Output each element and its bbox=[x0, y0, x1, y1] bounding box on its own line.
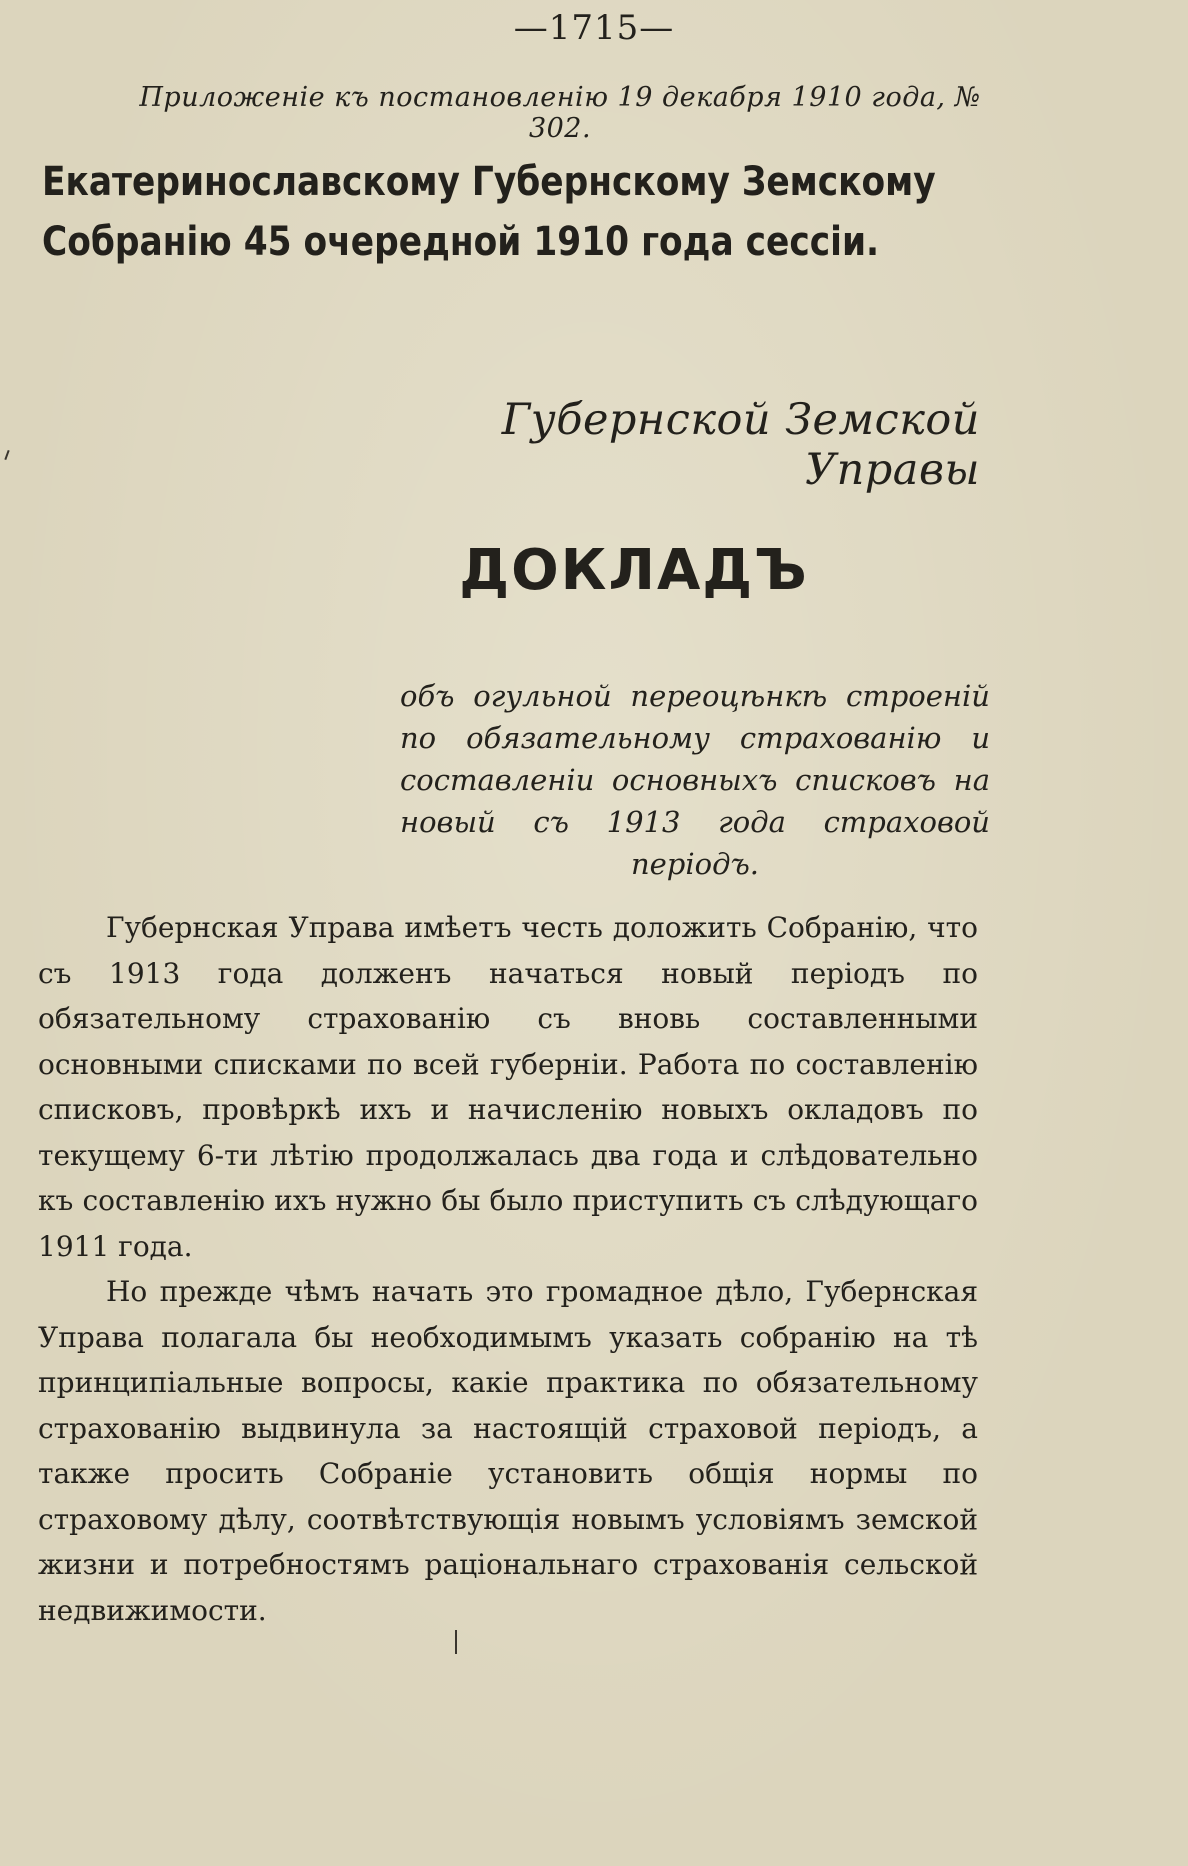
page-number: —1715— bbox=[513, 8, 675, 48]
document-title: ДОКЛАДЪ bbox=[459, 538, 809, 603]
print-mark bbox=[455, 1630, 457, 1654]
document-body bbox=[38, 905, 978, 1633]
print-mark bbox=[4, 450, 9, 460]
paragraph: Губернская Управа имѣетъ честь доложить Собранію, что съ 1913 года долженъ начаться новый періодъ по обязательному страхованію съ вновь составленными основными списками по всей губерніи. Работа по составленію списковъ, провѣркѣ ихъ и начисленію новыхъ окладовъ по текущему 6-ти лѣтію продолжалась два года и слѣдовательно къ составленію ихъ нужно бы было приступить съ слѣдующаго 1911 года. bbox=[38, 911, 978, 1263]
document-subtitle: объ огульной переоцѣнкѣ строеній по обязательному страхованію и составленіи основныхъ списковъ на новый съ 1913 года страховой періодъ. bbox=[400, 679, 990, 881]
paragraph: Но прежде чѣмъ начать это громадное дѣло, Губернская Управа полагала бы необходимымъ указать собранію на тѣ принципіальные вопросы, какіе практика по обязательному страхованію выдвинула за настоящій страховой періодъ, а также просить Собраніе установить общія нормы по страховому дѣлу, соотвѣтствующія новымъ условіямъ земской жизни и потребностямъ раціональнаго страхованія сельской недвижимости. bbox=[38, 1275, 978, 1627]
appendix-note: Приложеніе къ постановленію 19 декабря 1910 года, № 302. bbox=[139, 82, 981, 144]
authority-line: Губернской Земской Управы bbox=[501, 395, 980, 495]
document-heading: Екатеринославскому Губернскому Земскому Собранію 45 очередной 1910 года сессіи. bbox=[42, 159, 936, 265]
